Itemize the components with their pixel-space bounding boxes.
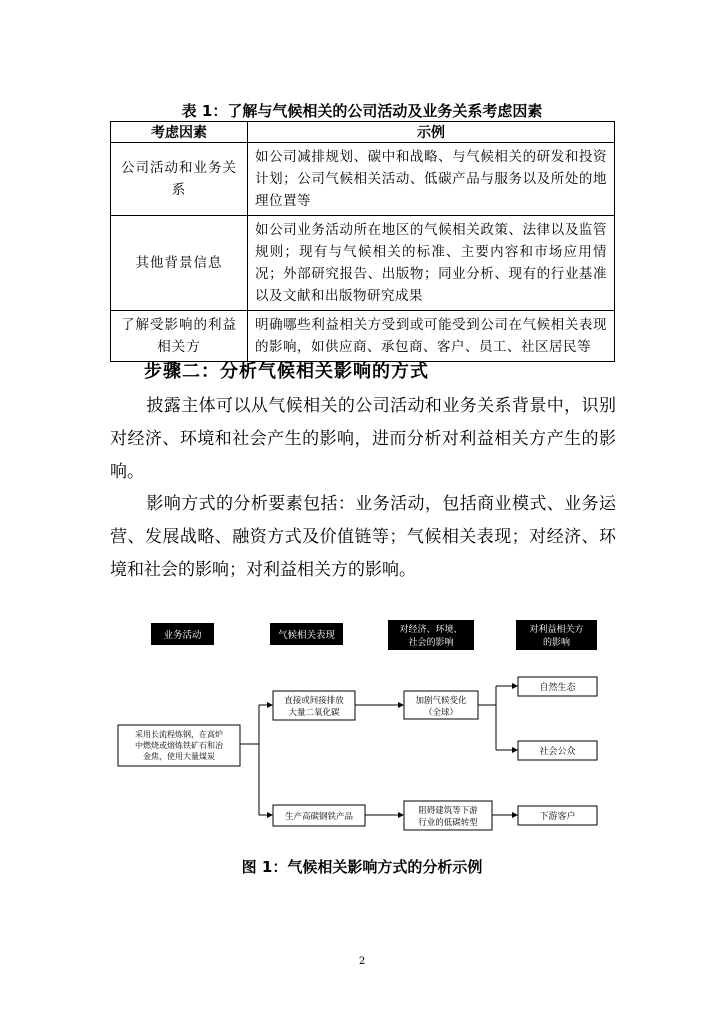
- hinder-line1: 阻碍建筑等下游: [418, 806, 478, 816]
- example-cell: 明确哪些利益相关方受到或可能受到公司在气候相关表现的影响，如供应商、承包商、客户、员工、社区居民等: [248, 311, 615, 362]
- product-label: 生产高碳钢铁产品: [284, 812, 354, 822]
- figure-caption: 图 1：气候相关影响方式的分析示例: [241, 858, 483, 876]
- factor-cell: 公司活动和业务关系: [111, 143, 248, 216]
- emission-line2: 大量二氧化碳: [288, 708, 340, 718]
- activity-line3: 金焦，使用大量煤炭: [143, 752, 215, 761]
- paragraph-text: 影响方式的分析要素包括：业务活动，包括商业模式、业务运营、发展战略、融资方式及价值链等；气候相关表现；对经济、环境和社会的影响；对利益相关方的影响。: [110, 494, 616, 580]
- header-impact-line1: 对经济、环境、: [399, 625, 463, 635]
- header-example: 示例: [248, 122, 615, 143]
- paragraph-text: 披露主体可以从气候相关的公司活动和业务关系背景中，识别对经济、环境和社会产生的影响，进而分析对利益相关方产生的影响。: [110, 396, 616, 482]
- example-cell: 如公司减排规划、碳中和战略、与气候相关的研发和投资计划；公司气候相关活动、低碳产品与服务以及所处的地理位置等: [248, 143, 615, 216]
- public-label: 社会公众: [539, 747, 576, 757]
- header-impact-line2: 社会的影响: [408, 638, 454, 648]
- header-stakeholder-line2: 的影响: [542, 638, 571, 648]
- customers-label: 下游客户: [539, 812, 576, 822]
- example-cell: 如公司业务活动所在地区的气候相关政策、法律以及监管规则；现有与气候相关的标准、主要内容和市场应用情况；外部研究报告、出版物；同业分析、现有的行业基准以及文献和出版物研究成果: [248, 216, 615, 311]
- section-title: 步骤二：分析气候相关影响的方式: [144, 361, 429, 382]
- activity-line1: 采用长流程炼钢，在高炉: [135, 730, 223, 739]
- header-stakeholder-line1: 对利益相关方: [529, 625, 584, 635]
- activity-line2: 中燃烧或熔炼铁矿石和冶: [135, 741, 223, 750]
- climate-change-line1: 加剧气候变化: [415, 696, 467, 706]
- page-number: 2: [358, 956, 366, 967]
- table-caption: 表 1：了解与气候相关的公司活动及业务关系考虑因素: [181, 102, 543, 120]
- factor-cell: 了解受影响的利益相关方: [111, 311, 248, 362]
- hinder-line2: 行业的低碳转型: [418, 818, 478, 828]
- emission-line1: 直接或间接排放: [284, 696, 344, 706]
- nature-label: 自然生态: [539, 683, 576, 693]
- climate-change-line2: （全球）: [423, 708, 459, 718]
- header-factor: 考虑因素: [111, 122, 248, 143]
- factor-cell: 其他背景信息: [111, 216, 248, 311]
- header-business-label: 业务活动: [163, 630, 202, 641]
- header-climate-label: 气候相关表现: [277, 630, 336, 641]
